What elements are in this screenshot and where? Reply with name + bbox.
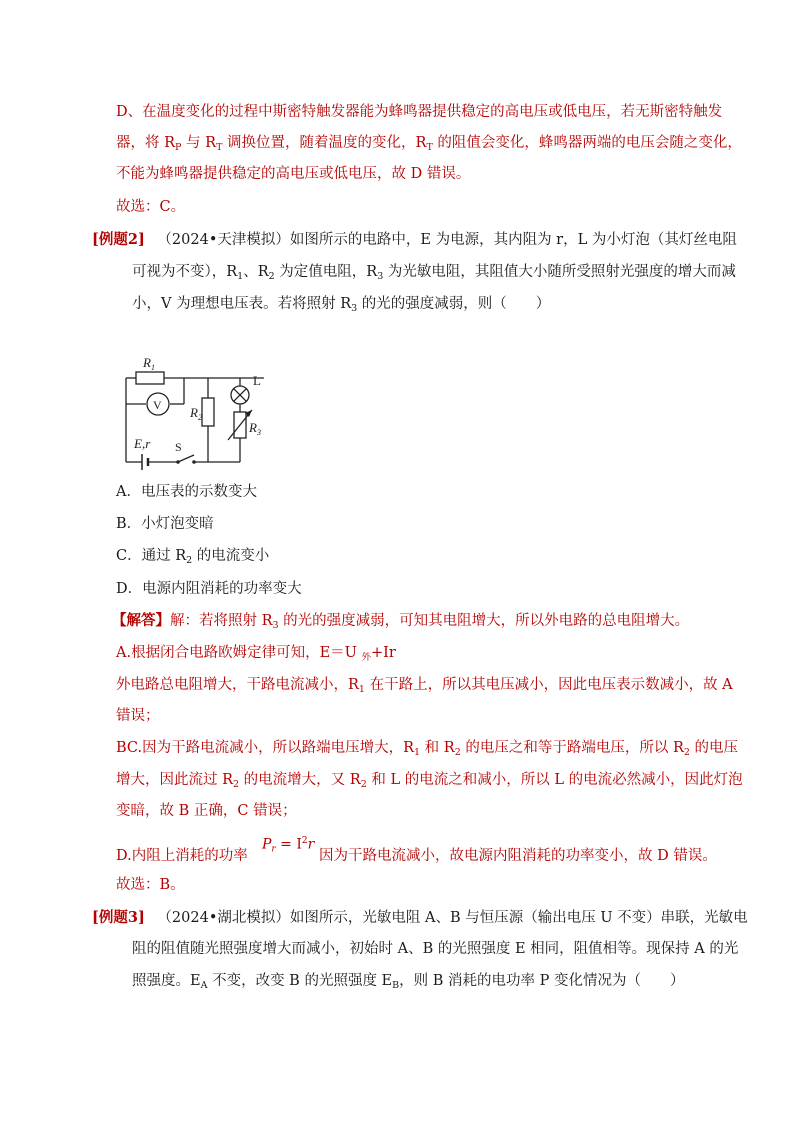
example3-q-line3 [132, 971, 685, 991]
text-span: 不变，改变 B 的光照强度 E [207, 973, 393, 989]
text-span: 的电流变小 [192, 548, 270, 564]
answer-label: 【解答】 [112, 612, 170, 629]
example3-q-line2: 阻的阻值随光照强度增大而减小，初始时 A、B 的光照强度 E 相同，阻值相等。现保持 A 的光 [132, 941, 739, 957]
subscript: 2 [454, 747, 461, 758]
subscript: B [392, 980, 400, 991]
superscript: 2 [301, 836, 308, 846]
subscript: T [426, 142, 433, 153]
text-span: 解：若将照射 R [170, 613, 273, 629]
switch-label: S [175, 440, 182, 454]
subscript: P [175, 142, 182, 153]
switch [176, 460, 180, 464]
subscript: 外 [361, 652, 372, 663]
subscript: 3 [377, 271, 384, 282]
resistor-r2 [202, 398, 214, 426]
resistor-r1 [136, 372, 164, 384]
text-span: 的电压 [689, 740, 739, 756]
subscript: 1 [414, 747, 421, 758]
subscript: r [271, 844, 276, 855]
answer-bc-line2 [116, 770, 743, 790]
r2-label: $R_2$ [190, 405, 202, 422]
text-span: 外电路总电阻增大，干路电流减小，R [116, 677, 359, 693]
subscript: 2 [683, 747, 690, 758]
lamp-label: L [253, 373, 261, 388]
subscript: 1 [358, 684, 365, 695]
subscript: 3 [351, 303, 358, 314]
prev-answer-choice: 故选：C。 [116, 199, 186, 215]
subscript: 2 [233, 779, 240, 790]
text-span: 小，V 为理想电压表。若将照射 R [132, 296, 352, 312]
subscript: 3 [272, 620, 279, 631]
option-a: A．电压表的示数变大 [116, 484, 257, 500]
text-span: 的光的强度减弱，可知其电阻增大，所以外电路的总电阻增大。 [278, 613, 690, 629]
prev-answer-d-line3: 不能为蜂鸣器提供稳定的高电压或低电压，故 D 错误。 [116, 166, 471, 182]
power-formula [262, 836, 314, 853]
text-span: 调换位置，随着温度的变化，R [222, 135, 427, 151]
subscript: 2 [186, 555, 193, 566]
text-span: （2024•天津模拟）如图所示的电路中，E 为电源，其内阻为 r，L 为小灯泡（其灯丝电阻 [157, 232, 737, 248]
text-span: ，则 B 消耗的电功率 P 变化情况为（ ） [399, 973, 685, 989]
subscript: T [216, 142, 223, 153]
example2-q-line1 [92, 230, 737, 250]
subscript: 2 [268, 271, 275, 282]
example2-q-line2 [132, 262, 736, 282]
text-span: 为定值电阻，R [274, 264, 378, 280]
voltmeter-label: V [153, 398, 162, 412]
text-span: A.根据闭合电路欧姆定律可知，E＝U [116, 645, 362, 661]
prev-answer-d-line1: D、在温度变化的过程中斯密特触发器能为蜂鸣器提供稳定的高电压或低电压，若无斯密特触发 [116, 104, 723, 120]
answer-choice: 故选：B。 [116, 877, 185, 893]
example2-q-line3 [132, 294, 550, 314]
option-d: D．电源内阻消耗的功率变大 [116, 581, 302, 597]
option-c [116, 546, 269, 566]
text-span: C．通过 R [116, 548, 187, 564]
text-span: BC.因为干路电流减小，所以路端电压增大，R [116, 740, 415, 756]
text-span: 增大，因此流过 R [116, 772, 234, 788]
answer-d-line-a: D.内阻上消耗的功率 [116, 848, 248, 864]
example2-label: [例题2] [92, 231, 145, 248]
text-span: +Ir [371, 645, 396, 661]
answer-a-line2 [116, 675, 733, 695]
subscript: A [200, 980, 208, 991]
circuit-diagram [112, 352, 282, 470]
text-span: 和 L 的电流之和减小，所以 L 的电流必然减小，因此灯泡 [366, 772, 743, 788]
r1-label: $R_1$ [143, 355, 155, 372]
text-span: 的电流增大，又 R [239, 772, 361, 788]
subscript: 2 [360, 779, 367, 790]
text-span: 的电压之和等于路端电压，所以 R [460, 740, 684, 756]
answer-bc-line3: 变暗，故 B 正确，C 错误； [116, 803, 297, 819]
text-span: 在干路上，所以其电压减小，因此电压表示数减小，故 A [364, 677, 733, 693]
prev-answer-d-line2 [116, 133, 742, 153]
text-span: 可视为不变），R [132, 264, 238, 280]
formula-p: P [262, 836, 272, 853]
text-span: 与 R [181, 135, 217, 151]
text-span: 的阻值会变化，蜂鸣器两端的电压会随之变化， [432, 135, 742, 151]
text-span: 照强度。E [132, 973, 201, 989]
r3-label: $R_3$ [249, 420, 261, 437]
subscript: 1 [237, 271, 244, 282]
example3-label: [例题3] [92, 909, 145, 926]
example3-q-line1 [92, 908, 748, 928]
answer-d-line-b: 因为干路电流减小，故电源内阻消耗的功率变小，故 D 错误。 [319, 848, 717, 864]
answer-bc-line1 [116, 738, 738, 758]
text-span: （2024•湖北模拟）如图所示，光敏电阻 A、B 与恒压源（输出电压 U 不变）串联，光敏电 [157, 910, 748, 926]
text-span: 的光的强度减弱，则（ ） [357, 296, 551, 312]
text-span: 为光敏电阻，其阻值大小随所受照射光强度的增大而减 [383, 264, 736, 280]
formula-r: r [307, 836, 315, 853]
text-span: 和 R [420, 740, 455, 756]
text-span: 、R [243, 264, 269, 280]
answer-a-line1 [116, 643, 396, 663]
source-label: E,r [134, 436, 151, 451]
option-b: B．小灯泡变暗 [116, 516, 214, 532]
answer-head [112, 611, 689, 631]
text-span: 器，将 R [116, 135, 176, 151]
answer-a-line3: 错误； [116, 708, 160, 724]
formula-eq: = I [275, 836, 302, 853]
